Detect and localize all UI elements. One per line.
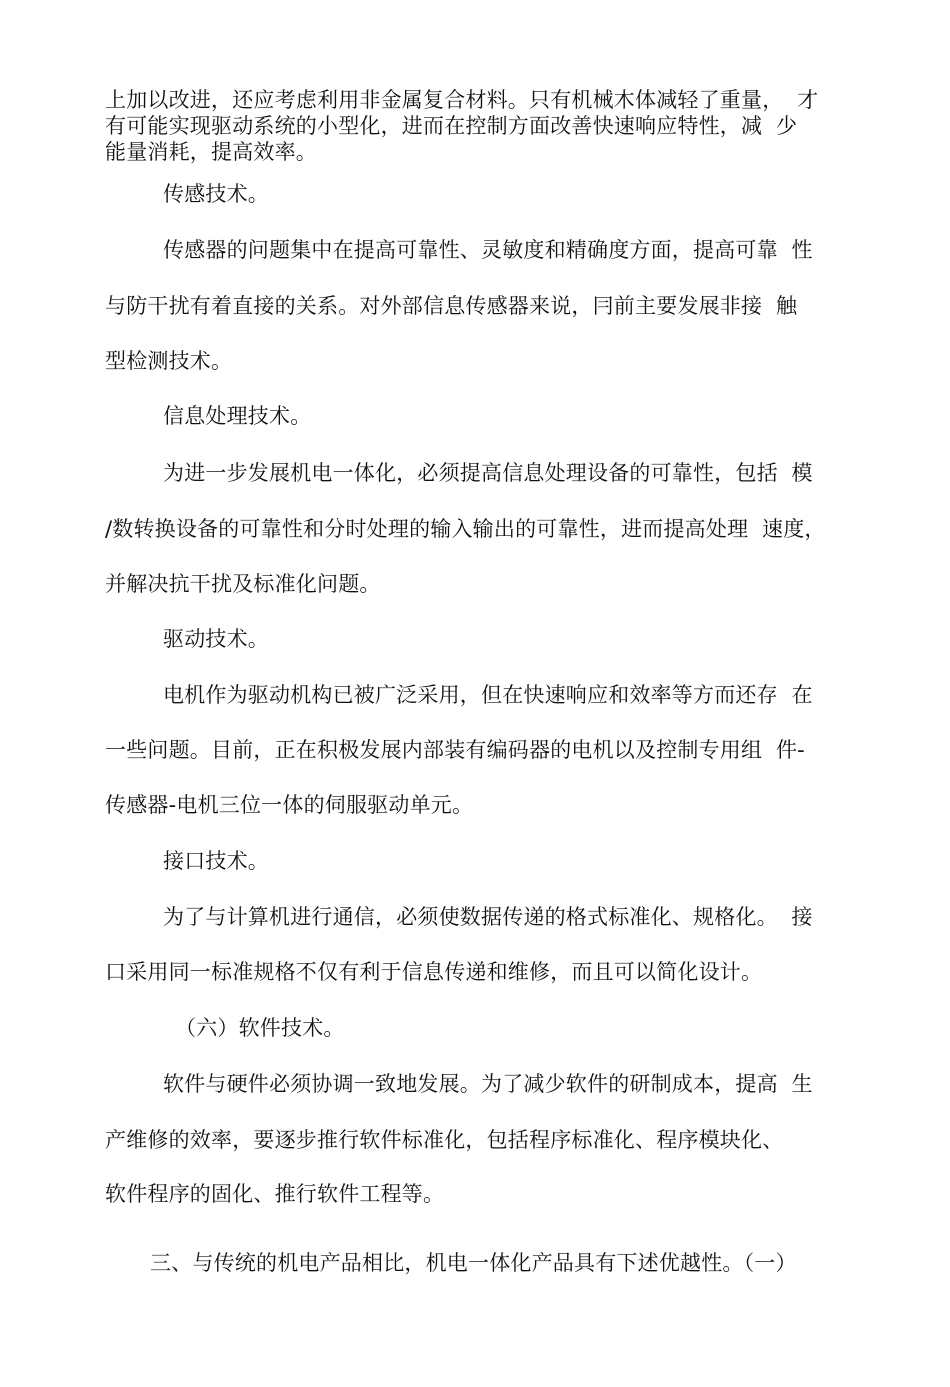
text-line: 并解决抗干扰及标准化问题。 — [105, 572, 381, 596]
section-heading: （六）软件技术。 — [175, 1016, 345, 1040]
text-line: 口采用同一标准规格不仅有利于信息传递和维修，而且可以简化设计。 — [105, 960, 763, 984]
text-line: /数转换设备的可靠性和分时处理的输入输出的可靠性，进而提高处理 速度， — [105, 517, 826, 541]
text-line: 传感器-电机三位一体的伺服驱动单元。 — [105, 793, 474, 817]
text-line: 型检测技术。 — [105, 349, 233, 373]
section-heading: 驱动技术。 — [163, 627, 269, 651]
text-line: 一些问题。目前，正在积极发展内部装有编码器的电机以及控制专用组 件- — [105, 738, 805, 762]
text-line: 软件程序的固化、推行软件工程等。 — [105, 1182, 445, 1206]
section-heading: 信息处理技术。 — [163, 404, 312, 428]
section-heading: 接口技术。 — [163, 849, 269, 873]
text-line: 与防干扰有着直接的关系。对外部信息传感器来说，冃前主要发展非接 触 — [105, 294, 798, 318]
text-line: 上加以改进，还应考虑利用非金属复合材料。只有机械木体减轻了重量， 才 — [105, 88, 819, 112]
text-line: 有可能实现驱动系统的小型化，进而在控制方面改善快速响应特性，减 少 — [105, 114, 798, 138]
text-line: 电机作为驱动机构已被广泛采用，但在快速响应和效率等方而还存 在 — [163, 683, 813, 707]
text-line: 软件与硬件必须协调一致地发展。为了减少软件的研制成本，提高 生 — [163, 1072, 813, 1096]
text-line: 传感器的问题集中在提高可靠性、灵敏度和精确度方面，提高可靠 性 — [163, 238, 813, 262]
text-line: 产维修的效率，要逐步推行软件标准化，包括程序标准化、程序模块化、 — [105, 1128, 784, 1152]
text-line: 能量消耗，提高效率。 — [105, 140, 317, 164]
text-line: 为进一步发展机电一体化，必须提高信息处理设备的可靠性，包括 模 — [163, 461, 813, 485]
section-heading: 三、与传统的机电产品相比，机电一体化产品具有下述优越性。（一） — [150, 1251, 797, 1275]
section-heading: 传感技术。 — [163, 182, 269, 206]
text-line: 为了与计算机进行通信，必须使数据传递的格式标准化、规格化。 接 — [163, 905, 813, 929]
